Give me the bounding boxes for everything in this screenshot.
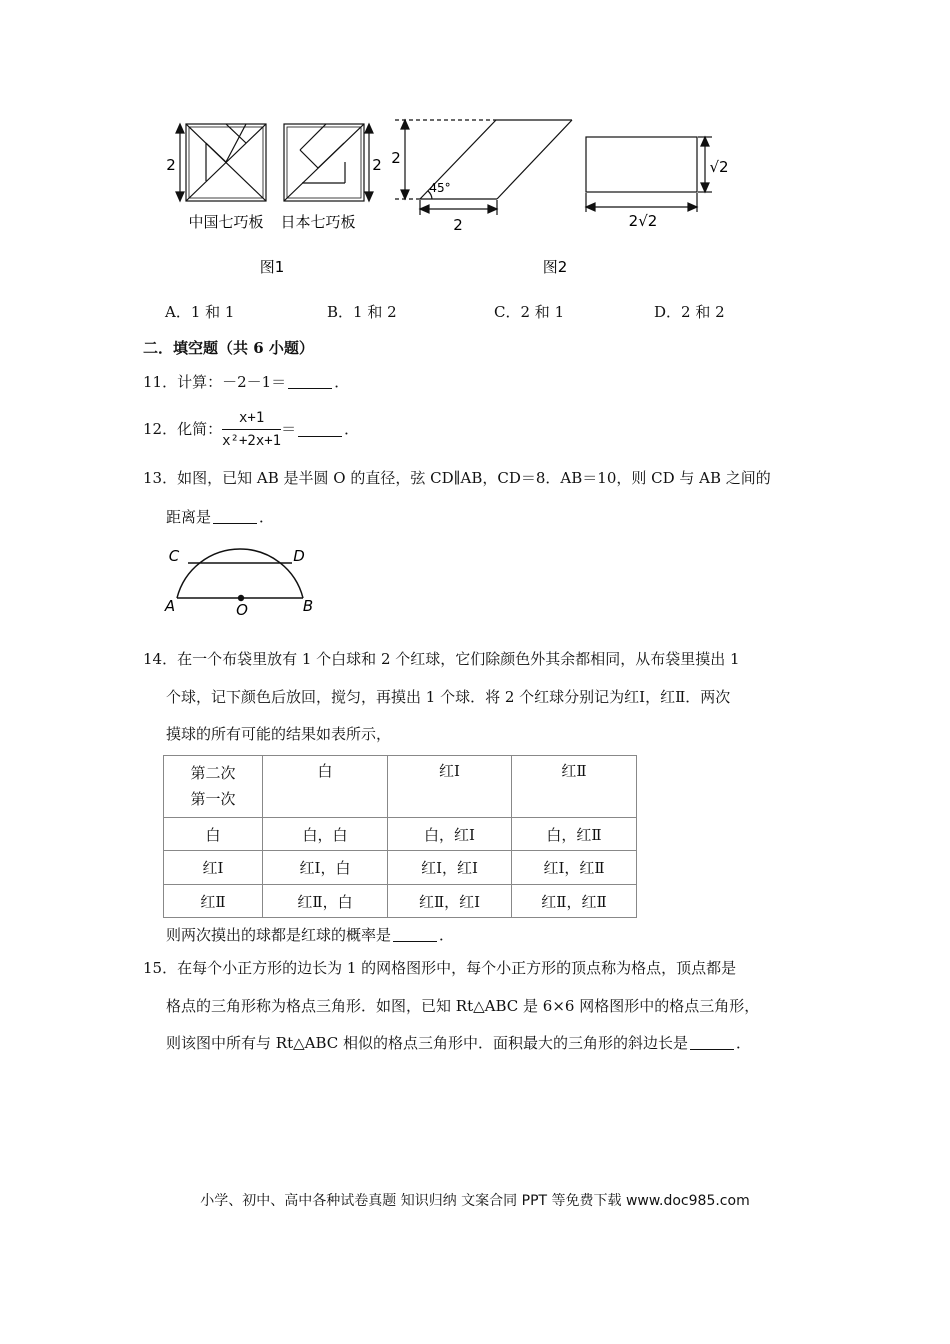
fraction: [222, 408, 281, 451]
table-cell: 红Ⅱ: [164, 885, 263, 918]
answer-blank: [213, 509, 257, 524]
table-cell: 红Ⅰ，红Ⅱ: [512, 851, 637, 885]
section-title: 二．填空题（共 6 小题）: [143, 339, 314, 357]
figures-1-2: [0, 0, 950, 300]
table-header-cell: 白: [263, 756, 388, 818]
table-header-row: [164, 756, 637, 818]
answer-blank: [288, 374, 332, 389]
dim-left-label: 2: [166, 156, 176, 174]
table-corner-cell: 第二次 第一次: [164, 756, 263, 818]
results-table: [163, 755, 637, 918]
japanese-tangram-figure: [284, 124, 364, 201]
semicircle-figure: [160, 530, 330, 620]
question-12: 12． 化简： $\frac{x+1}{\text{x²+2x+1}}$ ＝ ．: [143, 409, 360, 449]
question-15-line1: 15．在每个小正方形的边长为 1 的网格图形中，每个小正方形的顶点称为格点，顶点都是: [143, 959, 737, 977]
rect-width-label: 2√2: [628, 212, 658, 230]
figure2-caption: 图2: [542, 258, 568, 276]
table-cell: 红Ⅰ，红Ⅰ: [388, 851, 512, 885]
parallelogram-figure: [395, 120, 572, 215]
table-row: [164, 885, 637, 918]
point-c-label: C: [168, 547, 180, 565]
rect-height-label: √2: [709, 158, 729, 176]
table-header-cell: 红Ⅱ: [512, 756, 637, 818]
question-13-line1: 13．如图，已知 AB 是半圆 O 的直径，弦 CD∥AB，CD＝8．AB＝10，则 CD 与 AB 之间的: [143, 469, 771, 487]
table-cell: 白: [164, 818, 263, 851]
question-14-line1: 14．在一个布袋里放有 1 个白球和 2 个红球，它们除颜色外其余都相同，从布袋里摸出 1: [143, 650, 740, 668]
table-cell: 红Ⅱ，白: [263, 885, 388, 918]
option-a: A．1 和 1: [165, 303, 235, 321]
dim-arrow-rect-height: [701, 137, 709, 192]
table-cell: 红Ⅱ，红Ⅱ: [512, 885, 637, 918]
figure1-caption: 图1: [259, 258, 285, 276]
question-14-line3: 摸球的所有可能的结果如表所示，: [166, 725, 392, 743]
page-footer: 小学、初中、高中各种试卷真题 知识归纳 文案合同 PPT 等免费下载 www.doc985.com: [200, 1193, 750, 1209]
table-row: [164, 851, 637, 885]
point-d-label: D: [293, 547, 305, 565]
option-d: D．2 和 2: [654, 303, 725, 321]
numerator: x+1: [222, 408, 281, 430]
question-15-line3: 则该图中所有与 Rt△ABC 相似的格点三角形中．面积最大的三角形的斜边长是 ．: [166, 1034, 752, 1052]
option-c: C．2 和 1: [494, 303, 565, 321]
table-cell: 红Ⅱ，红Ⅰ: [388, 885, 512, 918]
chinese-tangram-figure: [186, 124, 266, 201]
question-11: 11．计算：－2－1＝ ．: [143, 373, 350, 391]
table-header-cell: 红Ⅰ: [388, 756, 512, 818]
table-cell: 红Ⅰ: [164, 851, 263, 885]
dim-arrow-left: [176, 124, 184, 201]
table-cell: 白，白: [263, 818, 388, 851]
table-row: [164, 818, 637, 851]
dim-arrow-parallelogram-base: [420, 205, 497, 213]
table-cell: 红Ⅰ，白: [263, 851, 388, 885]
answer-blank: [298, 422, 342, 437]
table-cell: 白，红Ⅰ: [388, 818, 512, 851]
angle-label: 45°: [429, 181, 451, 195]
denominator: x²+2x+1: [222, 432, 282, 449]
label-china-tangram: 中国七巧板: [188, 213, 264, 231]
parallelogram-height-label: 2: [391, 149, 401, 167]
answer-blank: [690, 1035, 734, 1050]
answer-blank: [393, 927, 437, 942]
rectangle-figure: [586, 137, 712, 212]
point-b-label: B: [302, 597, 314, 615]
question-15-line2: 格点的三角形称为格点三角形．如图，已知 Rt△ABC 是 6×6 网格图形中的格点三角形，: [166, 997, 760, 1015]
point-a-label: A: [164, 597, 176, 615]
point-o-label: O: [236, 601, 248, 619]
question-14-after: 则两次摸出的球都是红球的概率是 ．: [166, 926, 455, 944]
question-14-line2: 个球，记下颜色后放回，搅匀，再摸出 1 个球．将 2 个红球分别记为红Ⅰ，红Ⅱ．两次: [166, 688, 731, 706]
dim-arrow-rect-width: [586, 203, 697, 211]
label-japan-tangram: 日本七巧板: [280, 213, 356, 231]
question-13-line2: 距离是 ．: [166, 508, 275, 526]
parallelogram-base-label: 2: [453, 216, 463, 234]
table-cell: 白，红Ⅱ: [512, 818, 637, 851]
option-b: B．1 和 2: [327, 303, 397, 321]
dim-right-label: 2: [372, 156, 382, 174]
dim-arrow-parallelogram-height: [401, 120, 409, 199]
